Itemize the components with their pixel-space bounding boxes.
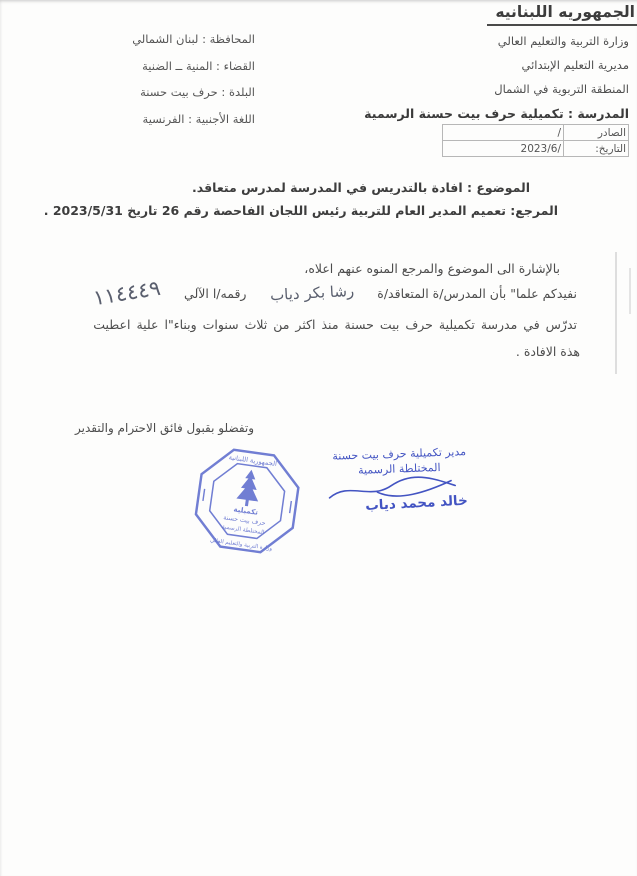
ministry-line: وزارة التربية والتعليم العالي: [497, 34, 629, 48]
body-number-label: رقمه/ا الآلي: [184, 285, 247, 301]
town-line: البلدة : حرف بيت حسنة: [140, 85, 255, 99]
district-line: القضاء : المنية ــ الضنية: [142, 58, 255, 73]
signature-block: [298, 445, 468, 516]
official-stamp: [185, 446, 309, 558]
closing-line: وتفضلو بقبول فائق الاحترام والتقدير: [75, 421, 255, 435]
governorate-line: المحافظة : لبنان الشمالي: [132, 32, 255, 46]
handwritten-teacher-number: ١١٤٤٤٩: [91, 275, 163, 311]
body-intro-line: بالإشارة الى الموضوع والمرجع المنوه عنهم اعلاه،: [304, 261, 560, 276]
region-line: المنطقة التربوية في الشمال: [494, 82, 629, 96]
location-block: [132, 26, 255, 132]
body-teacher-prefix: نفيدكم علما" بأن المدرس/ة المتعاقد/ة: [377, 285, 577, 301]
issued-label: الصادر: [564, 125, 629, 141]
foreign-language-line: اللغة الأجنبية : الفرنسية: [142, 111, 255, 126]
body-service-line: تدرّس في مدرسة تكميلية حرف بيت حسنة منذ اكثر من ثلاث سنوات وبناء"ا علية اعطيت: [93, 317, 577, 332]
signature-name: خالد محمد دياب: [364, 492, 469, 514]
stamp-center-line-3: المختلطة الرسمية: [221, 524, 265, 537]
header-ministry-block: [364, 29, 629, 125]
signature-title-line: مدير تكميلية حرف بيت حسنة: [332, 445, 467, 463]
handwritten-teacher-name: رشا بكر دياب: [269, 281, 355, 305]
scan-artifact-line: [615, 252, 617, 374]
date-label: التاريخ:: [564, 141, 629, 157]
body-end-line: هذة الافادة .: [515, 344, 580, 359]
page-title: الجمهوريه اللبنانيه: [487, 3, 637, 26]
table-row: [443, 125, 629, 141]
stamp-center-line-1: تكميلية: [232, 504, 259, 517]
stamp-seal-icon: [178, 438, 316, 566]
stamp-ring-top-text: الجمهورية اللبنانية: [228, 453, 278, 469]
issued-value: /: [443, 125, 564, 141]
stamp-ring-bottom-text: وزارة التربية والتعليم العالي: [209, 537, 273, 553]
table-row: [443, 141, 629, 157]
date-value: 2023/6/: [443, 141, 564, 157]
registry-table: [442, 124, 629, 157]
cedar-tree-icon: [236, 468, 263, 507]
school-line: المدرسة : تكميلية حرف بيت حسنة الرسمية: [364, 106, 629, 121]
reference-line: المرجع: تعميم المدير العام للتربية رئيس اللجان الفاحصة رقم 26 تاريخ 2023/5/31 .: [43, 203, 558, 218]
subject-line: الموضوع : افادة بالتدريس في المدرسة لمدرس متعاقد.: [192, 180, 530, 195]
directorate-line: مديرية التعليم الإبتدائي: [521, 58, 629, 72]
scan-artifact-line: [629, 268, 631, 314]
signature-title-line-2: المختلطة الرسمية: [357, 460, 441, 477]
body-teacher-line: [91, 275, 577, 311]
stamp-center-line-2: حرف بيت حسنة: [222, 514, 266, 528]
